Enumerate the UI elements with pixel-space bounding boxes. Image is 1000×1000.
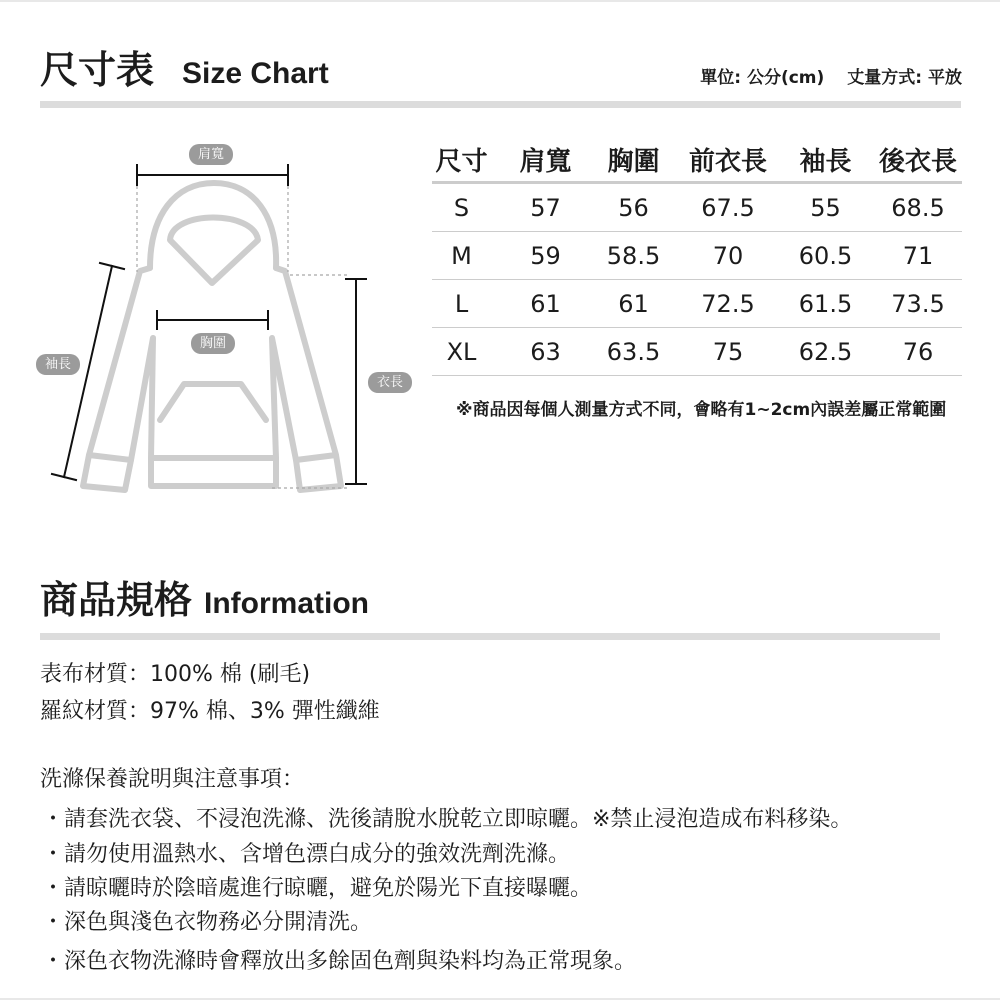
chest-cell: 58.5: [588, 232, 679, 280]
body-length-badge: 衣長: [368, 372, 412, 393]
chest-badge: 胸圍: [191, 333, 235, 354]
size-cell: L: [432, 280, 503, 328]
size-row-s: [432, 183, 962, 232]
size-chart-title-en: Size Chart: [182, 57, 329, 90]
size-table-header-row: [432, 137, 962, 183]
shoulder-cell: 59: [503, 232, 588, 280]
size-cell: XL: [432, 328, 503, 376]
size-row-m: [432, 232, 962, 280]
shoulder-width-badge: 肩寬: [189, 144, 233, 165]
sleeve-cell: 60.5: [777, 232, 874, 280]
measurement-meta: [700, 63, 962, 88]
back-length-cell: 73.5: [874, 280, 962, 328]
care-item: ・深色與淺色衣物務必分開清洗。: [42, 910, 373, 935]
size-cell: S: [432, 183, 503, 232]
sleeve-length-badge: 袖長: [36, 354, 80, 375]
sleeve-cell: 62.5: [777, 328, 874, 376]
information-divider: [40, 633, 940, 640]
shoulder-cell: 61: [503, 280, 588, 328]
length-measure-line: [346, 279, 366, 484]
back-length-cell: 76: [874, 328, 962, 376]
chest-cell: 56: [588, 183, 679, 232]
size-row-l: [432, 280, 962, 328]
chest-measure-line: [157, 311, 268, 329]
hoodie-hem: [151, 458, 276, 486]
size-cell: M: [432, 232, 503, 280]
front-length-cell: 72.5: [679, 280, 777, 328]
header-sleeve: 袖長: [777, 137, 874, 183]
care-item: ・深色衣物洗滌時會釋放出多餘固色劑與染料均為正常現象。: [42, 949, 637, 974]
front-length-cell: 70: [679, 232, 777, 280]
back-length-cell: 68.5: [874, 183, 962, 232]
care-item: ・請勿使用溫熱水、含增色漂白成分的強效洗劑洗滌。: [42, 842, 571, 867]
front-length-cell: 67.5: [679, 183, 777, 232]
shoulder-cell: 63: [503, 328, 588, 376]
hoodie-illustration: [0, 0, 430, 520]
unit-text: 單位: 公分(cm): [700, 68, 825, 88]
shoulder-cell: 57: [503, 183, 588, 232]
header-back-length: 後衣長: [874, 137, 962, 183]
hoodie-right-sleeve: [276, 268, 336, 455]
sleeve-cell: 55: [777, 183, 874, 232]
hoodie-pocket: [160, 384, 266, 420]
hoodie-left-sleeve-inner: [131, 338, 153, 460]
information-heading: [40, 578, 369, 622]
front-length-cell: 75: [679, 328, 777, 376]
measure-method-text: 丈量方式: 平放: [847, 68, 962, 88]
fabric-material: 表布材質：100% 棉 (刷毛): [40, 662, 311, 687]
hoodie-right-sleeve-inner: [272, 338, 296, 460]
size-table: [432, 137, 962, 376]
size-row-xl: [432, 328, 962, 376]
rib-material: 羅紋材質：97% 棉、3% 彈性纖維: [40, 699, 380, 724]
chest-cell: 63.5: [588, 328, 679, 376]
header-shoulder: 肩寬: [503, 137, 588, 183]
care-title: 洗滌保養說明與注意事項：: [40, 767, 305, 792]
hoodie-left-sleeve: [89, 268, 150, 455]
sleeve-cell: 61.5: [777, 280, 874, 328]
information-title-zh: 商品規格: [40, 578, 193, 622]
header-size: 尺寸: [432, 137, 503, 183]
hoodie-left-cuff: [83, 455, 131, 490]
care-item: ・請套洗衣袋、不浸泡洗滌、洗後請脫水脫乾立即晾曬。※禁止浸泡造成布料移染。: [42, 807, 853, 832]
hoodie-hood-opening: [170, 218, 258, 284]
header-front-length: 前衣長: [679, 137, 777, 183]
information-title-en: Information: [204, 587, 370, 620]
chest-cell: 61: [588, 280, 679, 328]
measurement-tolerance-note: ※商品因每個人測量方式不同，會略有1~2cm內誤差屬正常範圍: [456, 400, 947, 420]
size-chart-title-zh: 尺寸表: [40, 48, 155, 92]
header-chest: 胸圍: [588, 137, 679, 183]
hoodie-right-cuff: [296, 455, 341, 490]
care-item: ・請晾曬時於陰暗處進行晾曬，避免於陽光下直接曝曬。: [42, 876, 593, 901]
back-length-cell: 71: [874, 232, 962, 280]
